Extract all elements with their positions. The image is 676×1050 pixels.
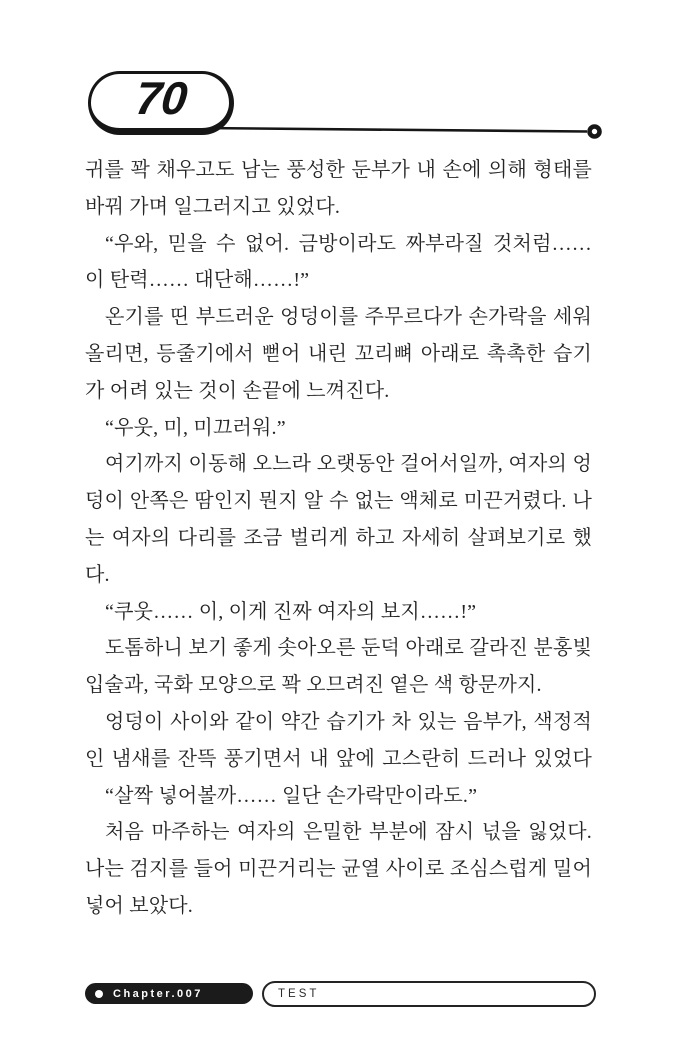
footer-section-label: TEST: [278, 988, 320, 1000]
text-line: 여기까지 이동해 오느라 오랫동안 걸어서일까, 여자의 엉: [105, 453, 592, 476]
text-line: “우웃, 미, 미끄러워.”: [105, 416, 286, 439]
header-rule-line: [200, 128, 587, 132]
text-line: “쿠웃…… 이, 이게 진짜 여자의 보지……!”: [105, 600, 477, 623]
chapter-badge: [85, 983, 253, 1004]
text-line: 이 탄력…… 대단해……!”: [85, 269, 310, 292]
text-line: 덩이 안쪽은 땀인지 뭔지 알 수 없는 액체로 미끈거렸다. 나: [85, 490, 592, 513]
text-line: 다.: [85, 563, 110, 586]
text-line: 넣어 보았다.: [85, 894, 193, 917]
page-number: 70: [133, 72, 191, 124]
footer-section-box: [262, 981, 596, 1007]
text-line: 는 여자의 다리를 조금 벌리게 하고 자세히 살펴보기로 했: [85, 526, 592, 549]
text-line: 처음 마주하는 여자의 은밀한 부분에 잠시 넋을 잃었다.: [105, 821, 592, 844]
text-line: 온기를 띤 부드러운 엉덩이를 주무르다가 손가락을 세워: [105, 306, 592, 329]
text-line: 올리면, 등줄기에서 뻗어 내린 꼬리뼈 아래로 촉촉한 습기: [85, 342, 592, 365]
text-line: 가 어려 있는 것이 손끝에 느껴진다.: [85, 379, 390, 402]
header-ring-icon: [590, 127, 600, 137]
bullet-icon: [95, 990, 103, 998]
text-line: “살짝 넣어볼까…… 일단 손가락만이라도.”: [105, 784, 478, 807]
text-line: 입술과, 국화 모양으로 꽉 오므려진 옅은 색 항문까지.: [85, 674, 542, 697]
page-number-badge: [88, 71, 234, 135]
text-line: 인 냄새를 잔뜩 풍기면서 내 앞에 고스란히 드러나 있었다: [85, 747, 592, 770]
body-text: [85, 152, 592, 925]
text-line: “우와, 믿을 수 없어. 금방이라도 짜부라질 것처럼……: [105, 232, 592, 255]
chapter-label: Chapter.007: [113, 987, 203, 1000]
text-line: 귀를 꽉 채우고도 남는 풍성한 둔부가 내 손에 의해 형태를: [85, 159, 592, 181]
text-line: 도톰하니 보기 좋게 솟아오른 둔덕 아래로 갈라진 분홍빛: [105, 637, 592, 660]
text-line: 바꿔 가며 일그러지고 있었다.: [85, 195, 341, 218]
text-line: 엉덩이 사이와 같이 약간 습기가 차 있는 음부가, 색정적: [105, 710, 592, 733]
text-line: 나는 검지를 들어 미끈거리는 균열 사이로 조심스럽게 밀어: [85, 858, 592, 881]
